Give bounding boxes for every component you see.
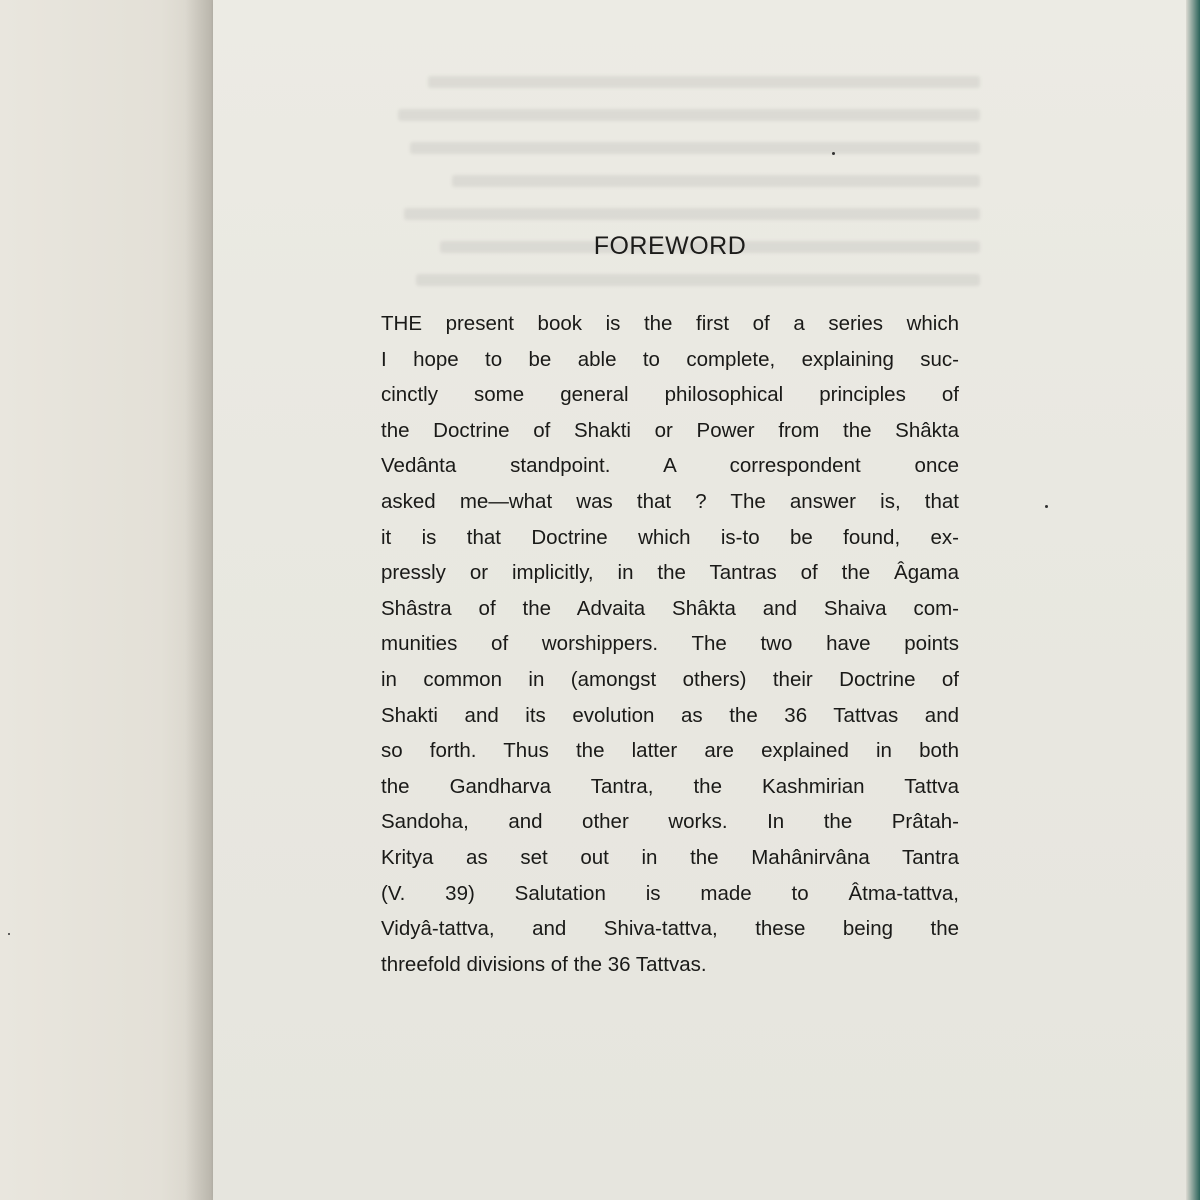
text-line: it is that Doctrine which is‑to be found, ex-: [381, 525, 959, 549]
text-line: Kritya as set out in the Mahânirvâna Tantra: [381, 845, 959, 869]
text-line: Shakti and its evolution as the 36 Tattvas and: [381, 703, 959, 727]
page-edge: [1186, 0, 1200, 1200]
text-line: Shâstra of the Advaita Shâkta and Shaiva com-: [381, 596, 959, 620]
text-line: Sandoha, and other works. In the Prâtah-: [381, 810, 959, 834]
text-line: munities of worshippers. The two have points: [381, 632, 959, 656]
text-line: the Doctrine of Shakti or Power from the Shâkta: [381, 418, 959, 442]
text-line: pressly or implicitly, in the Tantras of the Âgama: [381, 561, 959, 585]
page-title: FOREWORD: [593, 232, 747, 260]
foreword-body: [381, 306, 959, 982]
text-line: so forth. Thus the latter are explained in both: [381, 739, 959, 763]
paper-speck: [832, 152, 835, 155]
text-line: the Gandharva Tantra, the Kashmirian Tattva: [381, 774, 959, 798]
text-line: (V. 39) Salutation is made to Âtma-tattva,: [381, 881, 959, 905]
paper-speck: [1045, 505, 1048, 508]
text-line: I hope to be able to complete, explaining suc-: [381, 347, 959, 371]
paper-speck: [8, 933, 10, 935]
text-line: threefold divisions of the 36 Tattvas.: [381, 952, 707, 976]
text-line: Vedânta standpoint. A correspondent once: [381, 454, 959, 478]
text-line: cinctly some general philosophical principles of: [381, 383, 959, 407]
text-line: THE present book is the first of a series which: [381, 312, 959, 335]
text-line: Vidyâ-tattva, and Shiva-tattva, these being the: [381, 917, 959, 941]
text-line: asked me—what was that ? The answer is, that: [381, 489, 959, 513]
text-line: in common in (amongst others) their Doctrine of: [381, 667, 959, 691]
